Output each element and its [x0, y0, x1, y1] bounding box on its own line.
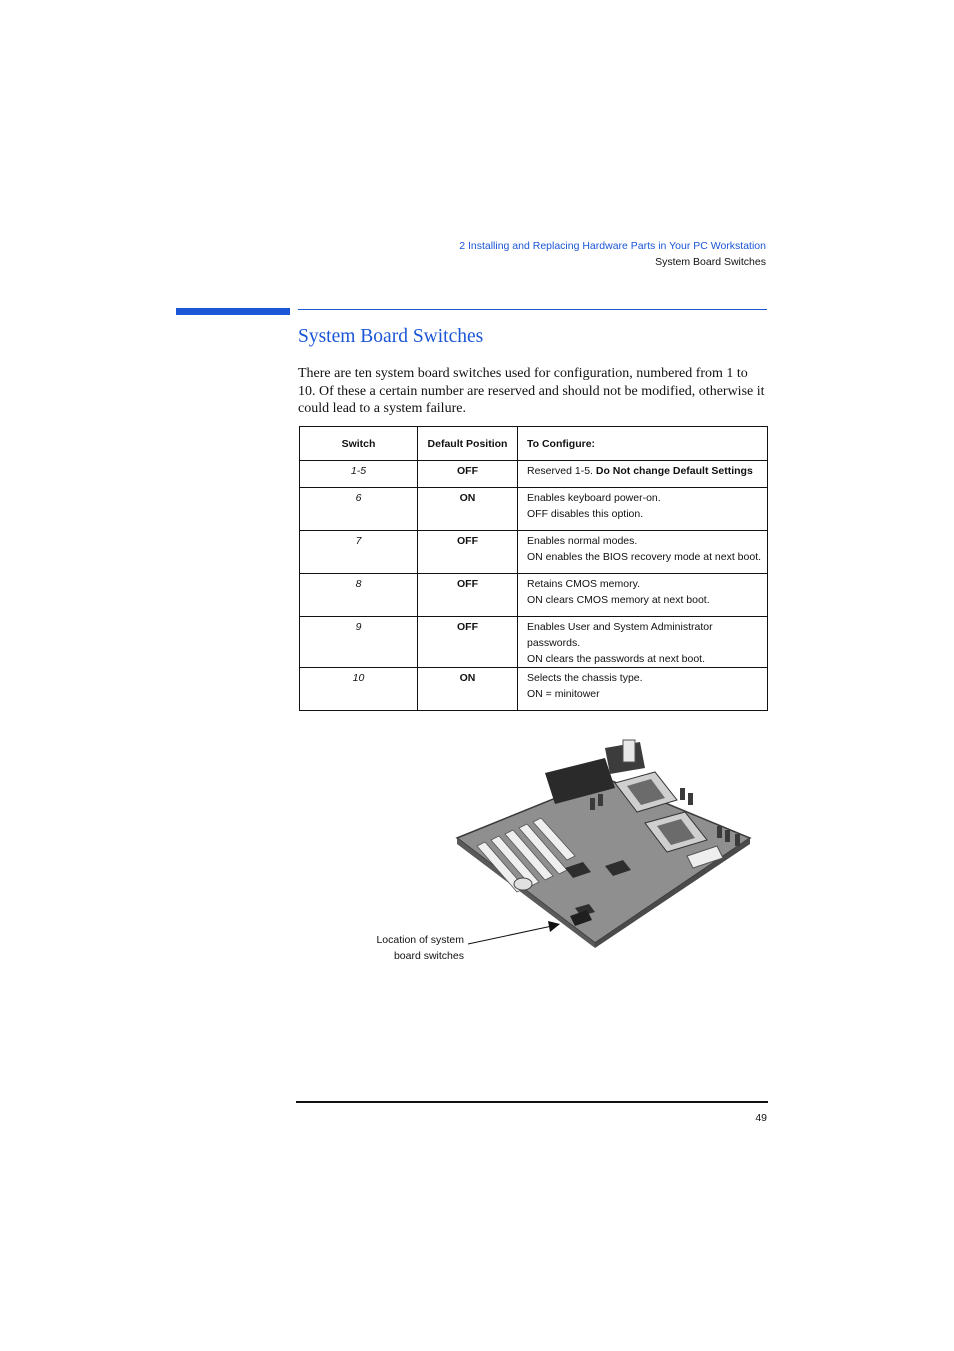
- config-line-1: Enables normal modes.: [527, 535, 638, 547]
- switch-table: [299, 426, 768, 711]
- cell-switch: 8: [300, 574, 418, 617]
- header-switch: Switch: [300, 427, 418, 461]
- cell-switch: 7: [300, 531, 418, 574]
- cell-configure: [518, 461, 768, 488]
- running-head-section: System Board Switches: [655, 256, 766, 268]
- config-line-2: ON clears the passwords at next boot.: [527, 653, 706, 665]
- config-line-2: ON clears CMOS memory at next boot.: [527, 594, 710, 606]
- config-line-2: OFF disables this option.: [527, 508, 644, 520]
- figure-callout-line-1: Location of system: [376, 934, 464, 946]
- section-rule: [298, 309, 767, 310]
- cell-configure: [518, 617, 768, 668]
- page-number: 49: [755, 1112, 767, 1124]
- cell-default: OFF: [418, 531, 518, 574]
- cell-switch: 10: [300, 668, 418, 711]
- footer-rule: [296, 1101, 768, 1103]
- cell-default: OFF: [418, 574, 518, 617]
- figure-callout-line-2: board switches: [393, 950, 464, 962]
- table-row: [300, 531, 768, 574]
- config-warning: Do Not change Default Settings: [595, 465, 753, 477]
- cell-configure: [518, 531, 768, 574]
- cell-default: ON: [418, 668, 518, 711]
- cell-configure: [518, 668, 768, 711]
- callout-arrow: [460, 910, 570, 950]
- table-row: [300, 617, 768, 668]
- cell-switch: 9: [300, 617, 418, 668]
- cell-default: OFF: [418, 461, 518, 488]
- cell-default: ON: [418, 488, 518, 531]
- config-line-1: Retains CMOS memory.: [527, 578, 640, 590]
- config-line-2: ON enables the BIOS recovery mode at next boot.: [527, 551, 762, 563]
- page-title: System Board Switches: [298, 326, 484, 347]
- cell-switch: 1-5: [300, 461, 418, 488]
- table-row: [300, 488, 768, 531]
- header-to-configure: To Configure:: [518, 427, 768, 461]
- cell-configure: [518, 574, 768, 617]
- header-default-position: Default Position: [418, 427, 518, 461]
- table-row: [300, 668, 768, 711]
- config-line-1: Enables keyboard power-on.: [527, 492, 661, 504]
- table-header-row: [300, 427, 768, 461]
- intro-paragraph: There are ten system board switches used for configuration, numbered from 1 to 10. Of these a certain number are reserved and should not be modified, otherwise it could lead to a system failure.: [298, 366, 765, 416]
- config-line-2: ON = minitower: [527, 688, 600, 700]
- config-line-1: Selects the chassis type.: [527, 672, 643, 684]
- config-text: Reserved 1-5.: [527, 465, 596, 477]
- config-line-1: Enables User and System Administrator passwords.: [527, 621, 713, 649]
- table-row: [300, 461, 768, 488]
- running-head-chapter: 2 Installing and Replacing Hardware Parts in Your PC Workstation: [459, 240, 766, 252]
- section-marker-bar: [176, 308, 290, 315]
- cell-default: OFF: [418, 617, 518, 668]
- cell-switch: 6: [300, 488, 418, 531]
- cell-configure: [518, 488, 768, 531]
- table-row: [300, 574, 768, 617]
